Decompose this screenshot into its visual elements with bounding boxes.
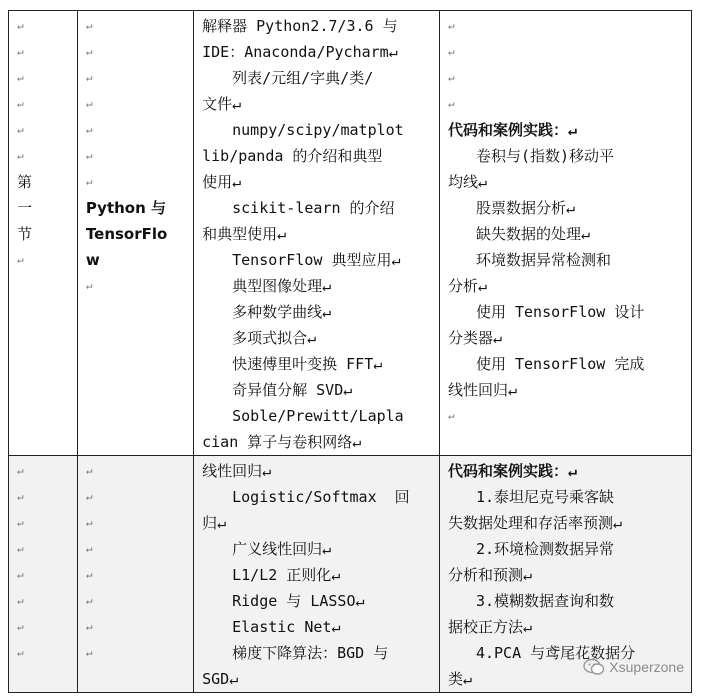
- text-line: 线性回归↵: [447, 381, 517, 399]
- text-line: 4.PCA 与鸢尾花数据分: [475, 644, 636, 662]
- content-cell: [194, 11, 440, 456]
- text-line: Ridge 与 LASSO↵: [232, 592, 365, 610]
- paragraph-mark: ↵: [85, 594, 93, 607]
- paragraph-mark: ↵: [17, 464, 24, 477]
- practice-heading: 代码和案例实践：↵: [447, 462, 577, 480]
- text-line: 均线↵: [447, 173, 487, 191]
- text-line: Logistic/Softmax 回: [232, 488, 410, 506]
- paragraph-mark: ↵: [85, 490, 93, 503]
- text-line: 归↵: [202, 514, 227, 532]
- text-line: 使用 TensorFlow 完成: [475, 355, 645, 373]
- text-line: lib/panda 的介绍和典型: [202, 147, 383, 165]
- text-line: SGD↵: [202, 670, 239, 688]
- topic-title-line: w: [85, 251, 100, 269]
- text-line: 股票数据分析↵: [475, 199, 575, 217]
- text-line: 梯度下降算法：BGD 与: [232, 644, 389, 662]
- paragraph-mark: ↵: [85, 175, 93, 188]
- paragraph-mark: ↵: [85, 516, 93, 529]
- text-line: 分析↵: [447, 277, 487, 295]
- text-line: 据校正方法↵: [447, 618, 532, 636]
- practice-cell: [439, 11, 691, 456]
- text-line: TensorFlow 典型应用↵: [232, 251, 401, 269]
- text-line: 和典型使用↵: [202, 225, 287, 243]
- topic-title-line: TensorFlo: [85, 225, 168, 243]
- text-line: 奇异值分解 SVD↵: [232, 381, 353, 399]
- text-line: 缺失数据的处理↵: [475, 225, 590, 243]
- topic-title-line: Python 与: [85, 199, 167, 217]
- text-line: Elastic Net↵: [232, 618, 341, 636]
- topic-cell: [77, 11, 193, 456]
- paragraph-mark: ↵: [17, 620, 24, 633]
- paragraph-mark: ↵: [85, 568, 93, 581]
- text-line: 3.模糊数据查询和数: [475, 592, 615, 610]
- text-line: 广义线性回归↵: [232, 540, 332, 558]
- text-line: 典型图像处理↵: [232, 277, 332, 295]
- paragraph-mark: ↵: [85, 71, 93, 84]
- text-line: 使用 TensorFlow 设计: [475, 303, 645, 321]
- section-label-char: 节: [17, 225, 33, 243]
- section-cell: [9, 11, 78, 456]
- paragraph-mark: ↵: [17, 490, 24, 503]
- text-line: numpy/scipy/matplot: [232, 121, 404, 139]
- paragraph-mark: ↵: [17, 19, 24, 32]
- content-cell: [194, 456, 440, 693]
- text-line: 环境数据异常检测和: [475, 251, 611, 269]
- text-line: 快速傅里叶变换 FFT↵: [232, 355, 383, 373]
- paragraph-mark: ↵: [85, 646, 93, 659]
- paragraph-mark: ↵: [17, 123, 24, 136]
- paragraph-mark: ↵: [85, 19, 93, 32]
- text-line: scikit-learn 的介绍: [232, 199, 395, 217]
- paragraph-mark: ↵: [85, 123, 93, 136]
- practice-heading: 代码和案例实践：↵: [447, 121, 577, 139]
- paragraph-mark: ↵: [17, 594, 24, 607]
- text-line: cian 算子与卷积网络↵: [202, 433, 362, 451]
- text-line: 使用↵: [202, 173, 242, 191]
- text-line: 线性回归↵: [202, 462, 272, 480]
- paragraph-mark: ↵: [447, 71, 455, 84]
- text-line: 多种数学曲线↵: [232, 303, 332, 321]
- text-line: 列表/元组/字典/类/: [232, 69, 374, 87]
- paragraph-mark: ↵: [85, 542, 93, 555]
- text-line: 分类器↵: [447, 329, 502, 347]
- text-line: 多项式拟合↵: [232, 329, 317, 347]
- paragraph-mark: ↵: [17, 149, 24, 162]
- paragraph-mark: ↵: [17, 45, 24, 58]
- text-line: IDE：Anaconda/Pycharm↵: [202, 43, 398, 61]
- text-line: L1/L2 正则化↵: [232, 566, 341, 584]
- paragraph-mark: ↵: [85, 279, 93, 292]
- paragraph-mark: ↵: [85, 45, 93, 58]
- topic-cell: [77, 456, 193, 693]
- watermark: [583, 658, 684, 676]
- paragraph-mark: ↵: [17, 253, 24, 266]
- section-cell: [9, 456, 78, 693]
- practice-cell: [439, 456, 691, 693]
- paragraph-mark: ↵: [17, 516, 24, 529]
- text-line: 文件↵: [202, 95, 242, 113]
- text-line: 失数据处理和存活率预测↵: [447, 514, 622, 532]
- text-line: 类↵: [447, 670, 472, 688]
- paragraph-mark: ↵: [85, 149, 93, 162]
- paragraph-mark: ↵: [17, 97, 24, 110]
- watermark-text: Xsuperzone: [609, 659, 684, 675]
- paragraph-mark: ↵: [17, 568, 24, 581]
- paragraph-mark: ↵: [85, 620, 93, 633]
- paragraph-mark: ↵: [17, 542, 24, 555]
- paragraph-mark: ↵: [447, 19, 455, 32]
- paragraph-mark: ↵: [17, 71, 24, 84]
- text-line: 解释器 Python2.7/3.6 与: [202, 17, 398, 35]
- paragraph-mark: ↵: [85, 464, 93, 477]
- table-row: [9, 456, 692, 693]
- text-line: 卷积与(指数)移动平: [475, 147, 615, 165]
- paragraph-mark: ↵: [85, 97, 93, 110]
- wechat-bubble-icon: [583, 658, 605, 676]
- paragraph-mark: ↵: [17, 646, 24, 659]
- paragraph-mark: ↵: [447, 45, 455, 58]
- table-row: [9, 11, 692, 456]
- section-label-char: 一: [17, 199, 33, 217]
- text-line: 分析和预测↵: [447, 566, 532, 584]
- text-line: Soble/Prewitt/Lapla: [232, 407, 404, 425]
- text-line: 1.泰坦尼克号乘客缺: [475, 488, 615, 506]
- section-label-char: 第: [17, 173, 33, 191]
- paragraph-mark: ↵: [447, 409, 455, 422]
- paragraph-mark: ↵: [447, 97, 455, 110]
- course-table: [8, 10, 692, 693]
- text-line: 2.环境检测数据异常: [475, 540, 615, 558]
